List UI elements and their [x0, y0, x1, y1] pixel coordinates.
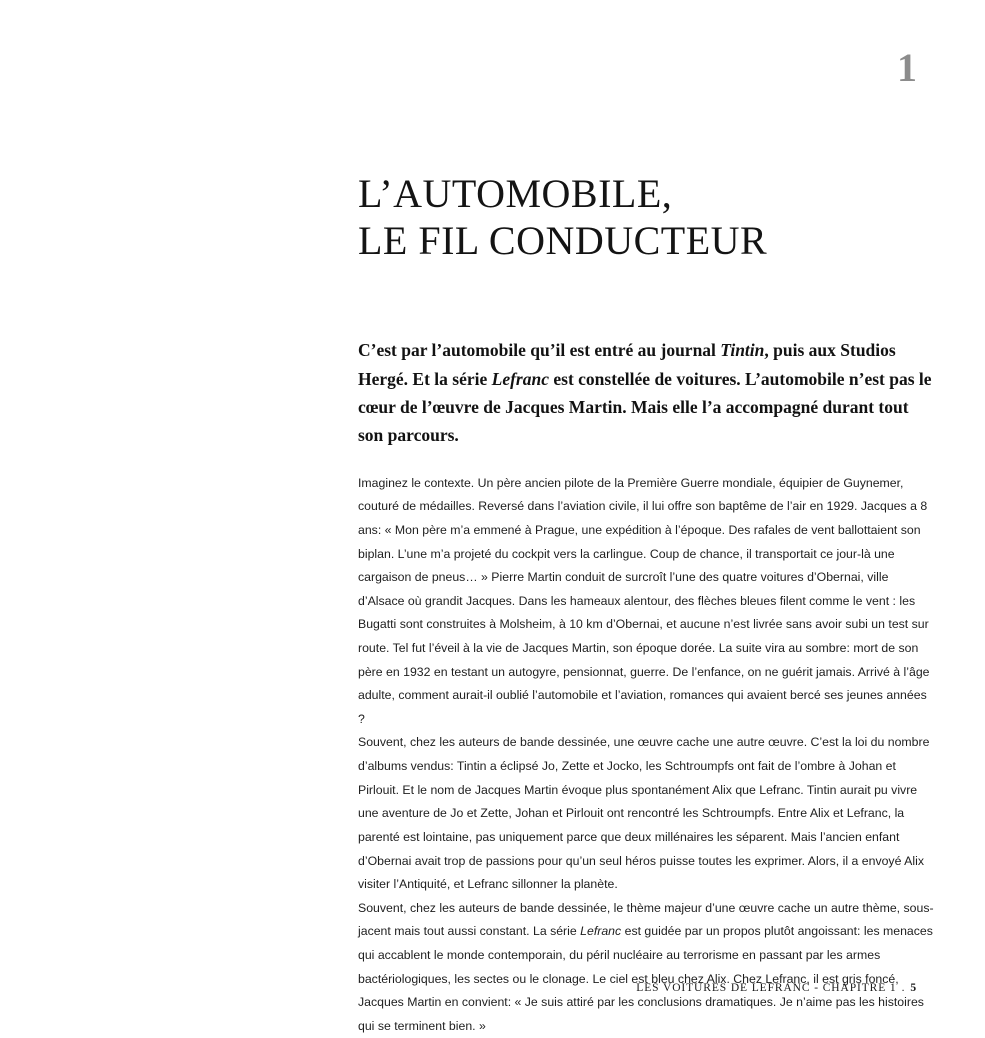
page-title-line-2: LE FIL CONDUCTEUR — [358, 218, 768, 264]
footer-running-head: LES VOITURES DE LEFRANC - CHAPITRE 1 — [636, 982, 897, 994]
intro-text-1: C’est par l’automobile qu’il est entré au journal — [358, 340, 721, 361]
chapter-number: 1 — [897, 45, 917, 90]
intro-paragraph — [358, 336, 936, 449]
page-title-line-1: L’AUTOMOBILE, — [358, 171, 673, 216]
intro-italic-tintin: Tintin — [720, 340, 765, 361]
intro-italic-lefranc: Lefranc — [491, 368, 549, 389]
body-paragraph-1-text: Imaginez le contexte. Un père ancien pilote de la Première Guerre mondiale, équipier de Guynemer, couturé de médailles. Reversé dans l’aviation civile, il lui offre son baptême de l’air en 1929. Jacques a 8 ans: « Mon père m’a emmené à Prague, une expédition à l’époque. Des rafales de vent ballottaient son biplan. L’une m’a projeté du cockpit vers la carlingue. Coup de chance, il transportait ce jour-là une cargaison de pneus… » Pierre Martin conduit de surcroît l’une des quatre voitures d’Obernai, ville d’Alsace où grandit Jacques. Dans les hameaux alentour, des flèches bleues filent comme le vent : les Bugatti sont construites à Molsheim, à 10 km d’Obernai, et aucune n’est livrée sans avoir subi un test sur route. Tel fut l’éveil à la vie de Jacques Martin, son époque dorée. La suite vira au sombre: mort de son père en 1932 en testant un autogyre, pensionnat, guerre. De l’enfance, on ne guérit jamais. Arrivé à l’âge adulte, comment aurait-il oublié l’automobile et l’aviation, romances qui avaient bercé ses jeunes années ? — [358, 475, 930, 726]
body-copy — [358, 472, 936, 1038]
body-paragraph-3 — [358, 897, 936, 1038]
body-paragraph-3-italic-lefranc: Lefranc — [580, 924, 622, 939]
intro-text-3: est constellée de voitures. L’automobile n’est pas le cœur de l’œuvre de Jacques Martin. Mais elle l’a accompagné durant tout son parcours. — [358, 368, 932, 446]
body-paragraph-2-text: Souvent, chez les auteurs de bande dessinée, une œuvre cache une autre œuvre. C’est la loi du nombre d’albums vendus: Tintin a éclipsé Jo, Zette et Jocko, les Schtroumpfs ont fait de l’ombre à Johan et Pirlouit. Et le nom de Jacques Martin évoque plus spontanément Alix que Lefranc. Tintin aurait pu vivre une aventure de Jo et Zette, Johan et Pirlouit ont rencontré les Schtroumpfs. Entre Alix et Lefranc, la parenté est lointaine, pas uniquement parce que deux millénaires les séparent. Mais l’ancien enfant d’Obernai avait trop de passions pour qu’un seul héros puisse toutes les exprimer. Alors, il a envoyé Alix visiter l’Antiquité, et Lefranc sillonner la planète. — [358, 735, 930, 892]
page-title — [358, 170, 936, 264]
intro-text-2: , puis aux Studios Hergé. Et la série — [358, 340, 896, 389]
body-paragraph-3-text-1: Souvent, chez les auteurs de bande dessinée, le thème majeur d’une œuvre cache un autre thème, sous-jacent mais tout aussi constant. La série — [358, 900, 934, 939]
footer-separator: . — [901, 982, 906, 994]
footer-page-number: 5 — [910, 982, 917, 994]
page-footer — [636, 982, 917, 994]
body-paragraph-3-text-2: est guidée par un propos plutôt angoissant: les menaces qui accablent le monde contemporain, du péril nucléaire au terrorisme en passant par les armes bactériologiques, les sectes ou le clonage. Le ciel est bleu chez Alix. Chez Lefranc, il est gris foncé, Jacques Martin en convient: « Je suis attiré par les conclusions dramatiques. Je n’aime pas les histoires qui se terminent bien. » — [358, 924, 933, 1033]
page-content — [358, 170, 936, 1038]
body-paragraph-2 — [358, 731, 936, 896]
body-paragraph-1 — [358, 472, 936, 732]
